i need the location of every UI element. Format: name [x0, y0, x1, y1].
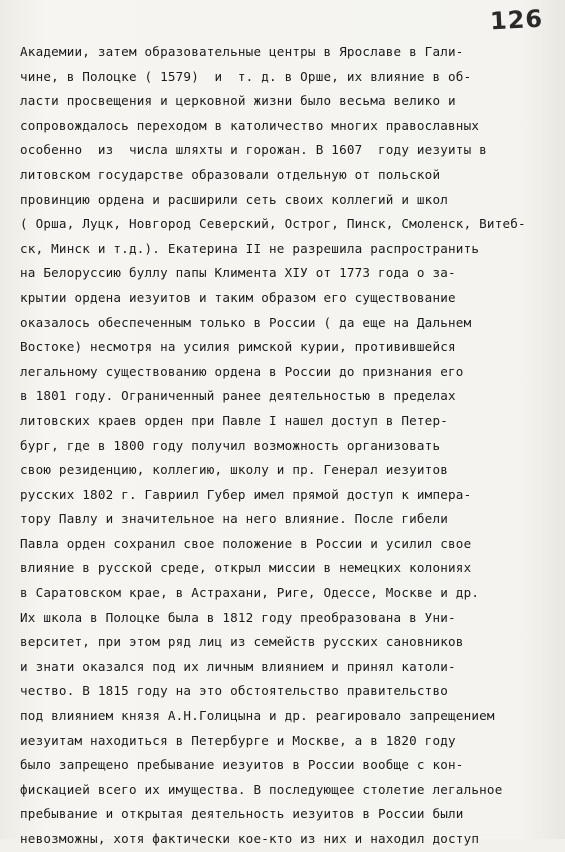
text-line: русских 1802 г. Гавриил Губер имел прямой доступ к импера-: [20, 486, 472, 502]
text-line: бург, где в 1800 году получил возможность организовать: [20, 437, 441, 453]
text-line: иезуитам находиться в Петербурге и Москве, а в 1820 году: [20, 732, 456, 748]
text-line: легальному существованию ордена в России до признания его: [20, 363, 464, 379]
text-line: было запрещено пребывание иезуитов в России вообще с кон-: [20, 757, 464, 773]
text-line: литовском государстве образовали отдельную от польской: [20, 166, 441, 182]
text-line: невозможны, хотя фактически кое-кто из них и находил доступ: [20, 831, 480, 846]
text-line: Павла орден сохранил свое положение в России и усилил свое: [20, 535, 472, 551]
text-line: свою резиденцию, коллегию, школу и пр. Генерал иезуитов: [20, 462, 449, 478]
text-line: крытии ордена иезуитов и таким образом его существование: [20, 289, 456, 305]
text-line: ск, Минск и т.д.). Екатерина II не разрешила распространить: [20, 240, 480, 256]
text-line: влияние в русской среде, открыл миссии в немецких колониях: [20, 560, 472, 576]
text-line: особенно из числа шляхты и горожан. В 1607 году иезуиты в: [20, 142, 487, 158]
text-line: Академии, затем образовательные центры в Ярославе в Гали-: [20, 44, 464, 59]
text-line: Их школа в Полоцке была в 1812 году преобразована в Уни-: [20, 609, 456, 625]
text-line: чество. В 1815 году на это обстоятельство правительство: [20, 683, 449, 699]
text-line: фискацией всего их имущества. В последующее столетие легальное: [20, 781, 503, 797]
text-line: верситет, при этом ряд лиц из семейств русских сановников: [20, 634, 464, 650]
text-line: пребывание и открытая деятельность иезуитов в России были: [20, 806, 464, 822]
text-line: и знати оказался под их личным влиянием и принял католи-: [20, 658, 456, 674]
typewritten-text-body: [20, 40, 550, 852]
text-line: сопровождалось переходом в католичество многих православных: [20, 117, 480, 133]
text-line: провинцию ордена и расширили сеть своих коллегий и школ: [20, 191, 449, 207]
text-line: ( Орша, Луцк, Новгород Северский, Острог, Пинск, Смоленск, Витеб-: [20, 216, 526, 232]
text-line: Востоке) несмотря на усилия римской курии, противившейся: [20, 339, 456, 355]
page-number: 126: [489, 4, 544, 36]
text-line: оказалось обеспеченным только в России ( да еще на Дальнем: [20, 314, 472, 330]
text-line: на Белоруссию буллу папы Климента XIУ от 1773 года о за-: [20, 265, 456, 281]
text-line: под влиянием князя А.Н.Голицына и др. реагировало запрещением: [20, 708, 495, 724]
text-line: литовских краев орден при Павле I нашел доступ в Петер-: [20, 412, 449, 428]
text-line: чине, в Полоцке ( 1579) и т. д. в Орше, их влияние в об-: [20, 68, 472, 84]
text-line: в Саратовском крае, в Астрахани, Риге, Одессе, Москве и др.: [20, 585, 480, 601]
text-line: ласти просвещения и церковной жизни было весьма велико и: [20, 93, 456, 109]
text-line: тору Павлу и значительное на него влияние. После гибели: [20, 511, 449, 527]
text-line: в 1801 году. Ограниченный ранее деятельностью в пределах: [20, 388, 456, 404]
